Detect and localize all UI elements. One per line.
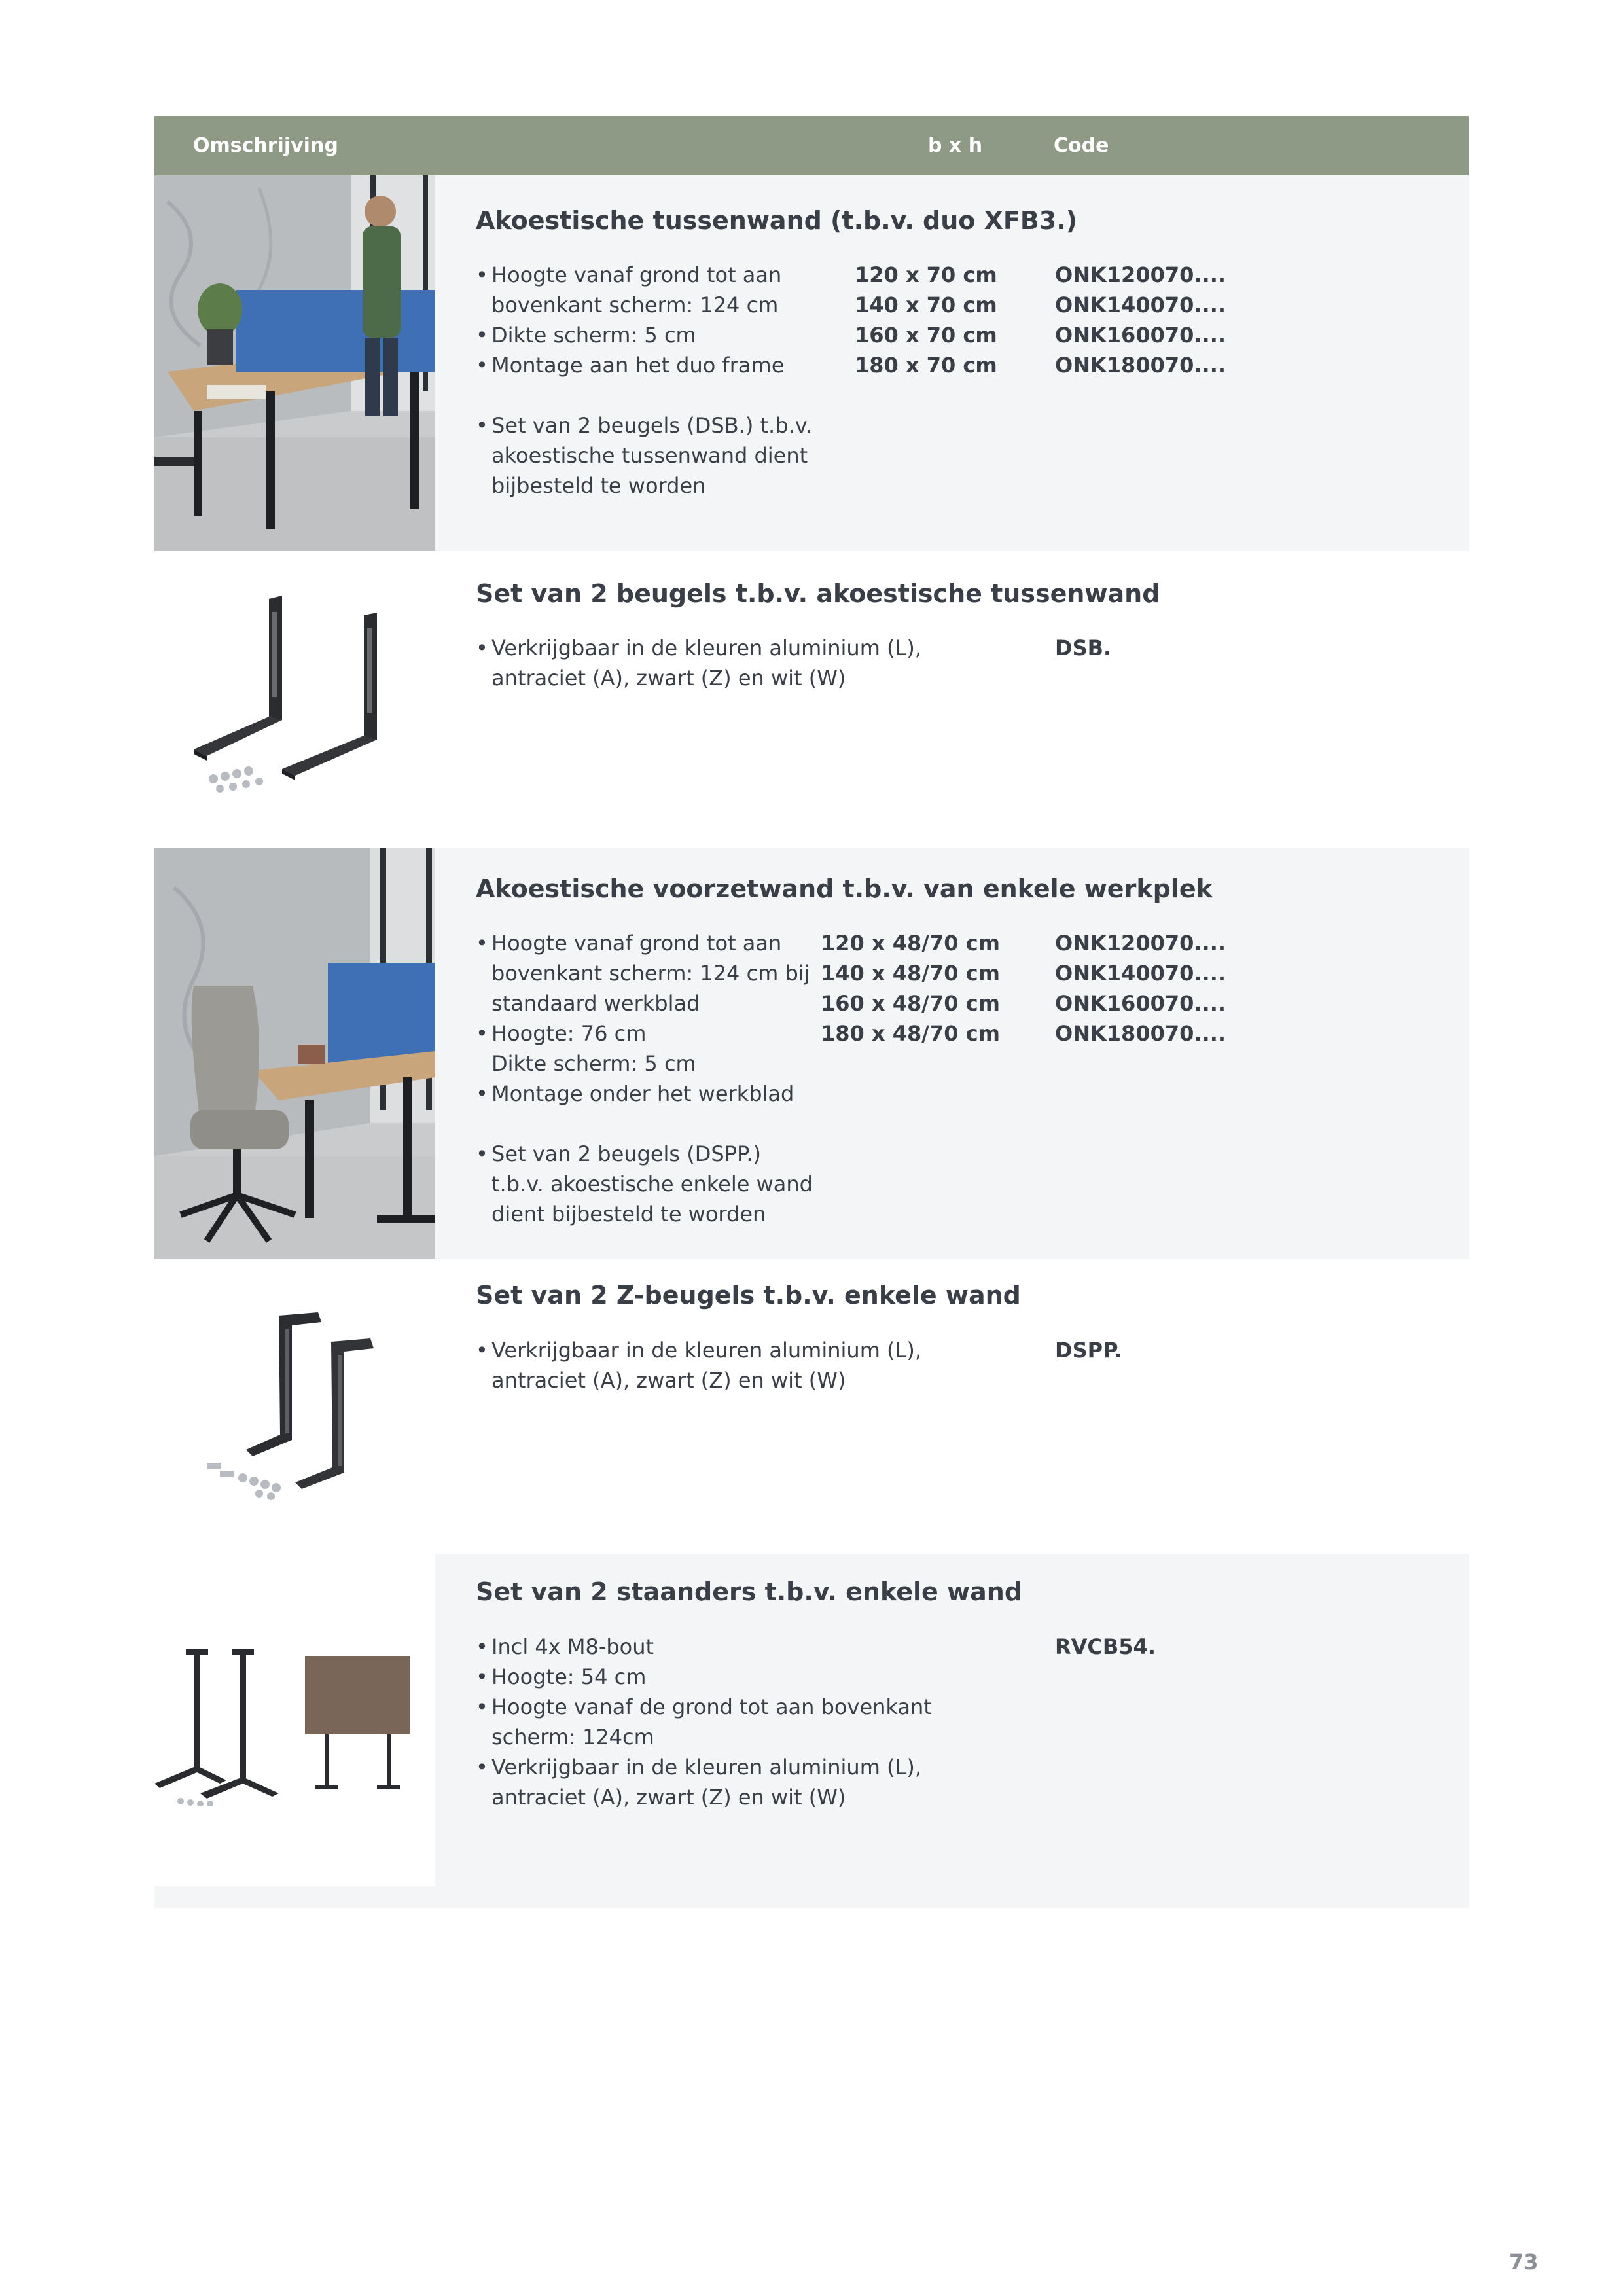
bullet-item: t.b.v. akoestische enkele wand xyxy=(491,1172,813,1196)
bullet-item: bovenkant scherm: 124 cm xyxy=(491,293,779,317)
section-bullets xyxy=(476,1632,932,1812)
bullet-item: antraciet (A), zwart (Z) en wit (W) xyxy=(491,1785,846,1810)
header-dimensions: b x h xyxy=(928,134,983,157)
bullet-item: scherm: 124cm xyxy=(491,1725,654,1749)
code-value: ONK140070.... xyxy=(1055,293,1226,317)
dimension-value: 180 x 70 cm xyxy=(855,353,997,378)
bullet-item: • Verkrijgbaar in de kleuren aluminium (L), xyxy=(476,633,921,663)
section-title: Set van 2 Z-beugels t.b.v. enkele wand xyxy=(476,1281,1021,1310)
codes-column xyxy=(1055,1335,1122,1365)
table-bottom-band xyxy=(154,1886,1469,1908)
codes-column xyxy=(1055,1632,1156,1662)
code-value: DSPP. xyxy=(1055,1338,1122,1363)
bullet-item: antraciet (A), zwart (Z) en wit (W) xyxy=(491,666,846,691)
section-title: Akoestische tussenwand (t.b.v. duo XFB3.) xyxy=(476,206,1078,235)
code-value: ONK120070.... xyxy=(1055,931,1226,956)
bullet-item: standaard werkblad xyxy=(491,991,700,1016)
bullet-item: • Set van 2 beugels (DSPP.) xyxy=(476,1139,813,1169)
bullet-item: • Incl 4x M8-bout xyxy=(476,1632,932,1662)
code-value: RVCB54. xyxy=(1055,1634,1156,1659)
bullet-item: • Montage aan het duo frame xyxy=(476,350,812,380)
dimension-value: 120 x 48/70 cm xyxy=(821,931,1000,956)
single-desk-with-chair-and-blue-screen-photo xyxy=(154,848,435,1259)
section-title: Set van 2 beugels t.b.v. akoestische tussenwand xyxy=(476,579,1160,608)
codes-column xyxy=(1055,260,1226,380)
bullet-item: dient bijbesteld te worden xyxy=(491,1202,766,1227)
bullet-item: Dikte scherm: 5 cm xyxy=(491,1051,696,1076)
dimensions-column xyxy=(821,928,1000,1049)
section-bullets xyxy=(476,928,813,1229)
bullet-item: • Hoogte vanaf grond tot aan xyxy=(476,260,812,290)
office-desk-with-blue-acoustic-screen-photo xyxy=(154,175,435,551)
dimension-value: 140 x 48/70 cm xyxy=(821,961,1000,986)
bullet-item: • Montage onder het werkblad xyxy=(476,1079,813,1109)
code-value: ONK160070.... xyxy=(1055,323,1226,348)
codes-column xyxy=(1055,633,1111,663)
table-header xyxy=(154,116,1469,175)
bullet-item: antraciet (A), zwart (Z) en wit (W) xyxy=(491,1368,846,1393)
standing-legs-and-screen-photo xyxy=(154,1649,435,1806)
bullet-item: bovenkant scherm: 124 cm bij xyxy=(491,961,810,986)
section-bullets xyxy=(476,260,812,501)
header-code: Code xyxy=(1054,134,1109,157)
section-title: Set van 2 staanders t.b.v. enkele wand xyxy=(476,1577,1023,1606)
bullet-item: • Hoogte vanaf de grond tot aan bovenkant xyxy=(476,1692,932,1722)
bullet-item: • Verkrijgbaar in de kleuren aluminium (L), xyxy=(476,1335,921,1365)
bullet-item: • Set van 2 beugels (DSB.) t.b.v. xyxy=(476,410,812,440)
z-brackets-photo xyxy=(154,1296,435,1525)
bullet-item: • Hoogte: 54 cm xyxy=(476,1662,932,1692)
header-description: Omschrijving xyxy=(193,134,338,157)
code-value: ONK120070.... xyxy=(1055,262,1226,287)
l-brackets-photo xyxy=(154,569,435,812)
bullet-item: • Verkrijgbaar in de kleuren aluminium (L), xyxy=(476,1752,932,1782)
bullet-item: • Dikte scherm: 5 cm xyxy=(476,320,812,350)
bullet-item: bijbesteld te worden xyxy=(491,473,706,498)
section-title: Akoestische voorzetwand t.b.v. van enkele werkplek xyxy=(476,874,1213,903)
codes-column xyxy=(1055,928,1226,1049)
bullet-item: • Hoogte: 76 cm xyxy=(476,1018,813,1049)
code-value: ONK140070.... xyxy=(1055,961,1226,986)
bullet-item: • Hoogte vanaf grond tot aan xyxy=(476,928,813,958)
dimensions-column xyxy=(855,260,997,380)
dimension-value: 140 x 70 cm xyxy=(855,293,997,317)
dimension-value: 180 x 48/70 cm xyxy=(821,1021,1000,1046)
code-value: ONK180070.... xyxy=(1055,1021,1226,1046)
code-value: ONK180070.... xyxy=(1055,353,1226,378)
dimension-value: 120 x 70 cm xyxy=(855,262,997,287)
dimension-value: 160 x 48/70 cm xyxy=(821,991,1000,1016)
page-number: 73 xyxy=(1509,2250,1539,2274)
section-bullets xyxy=(476,1335,921,1395)
section-bullets xyxy=(476,633,921,693)
code-value: DSB. xyxy=(1055,636,1112,660)
code-value: ONK160070.... xyxy=(1055,991,1226,1016)
bullet-item: akoestische tussenwand dient xyxy=(491,443,808,468)
dimension-value: 160 x 70 cm xyxy=(855,323,997,348)
